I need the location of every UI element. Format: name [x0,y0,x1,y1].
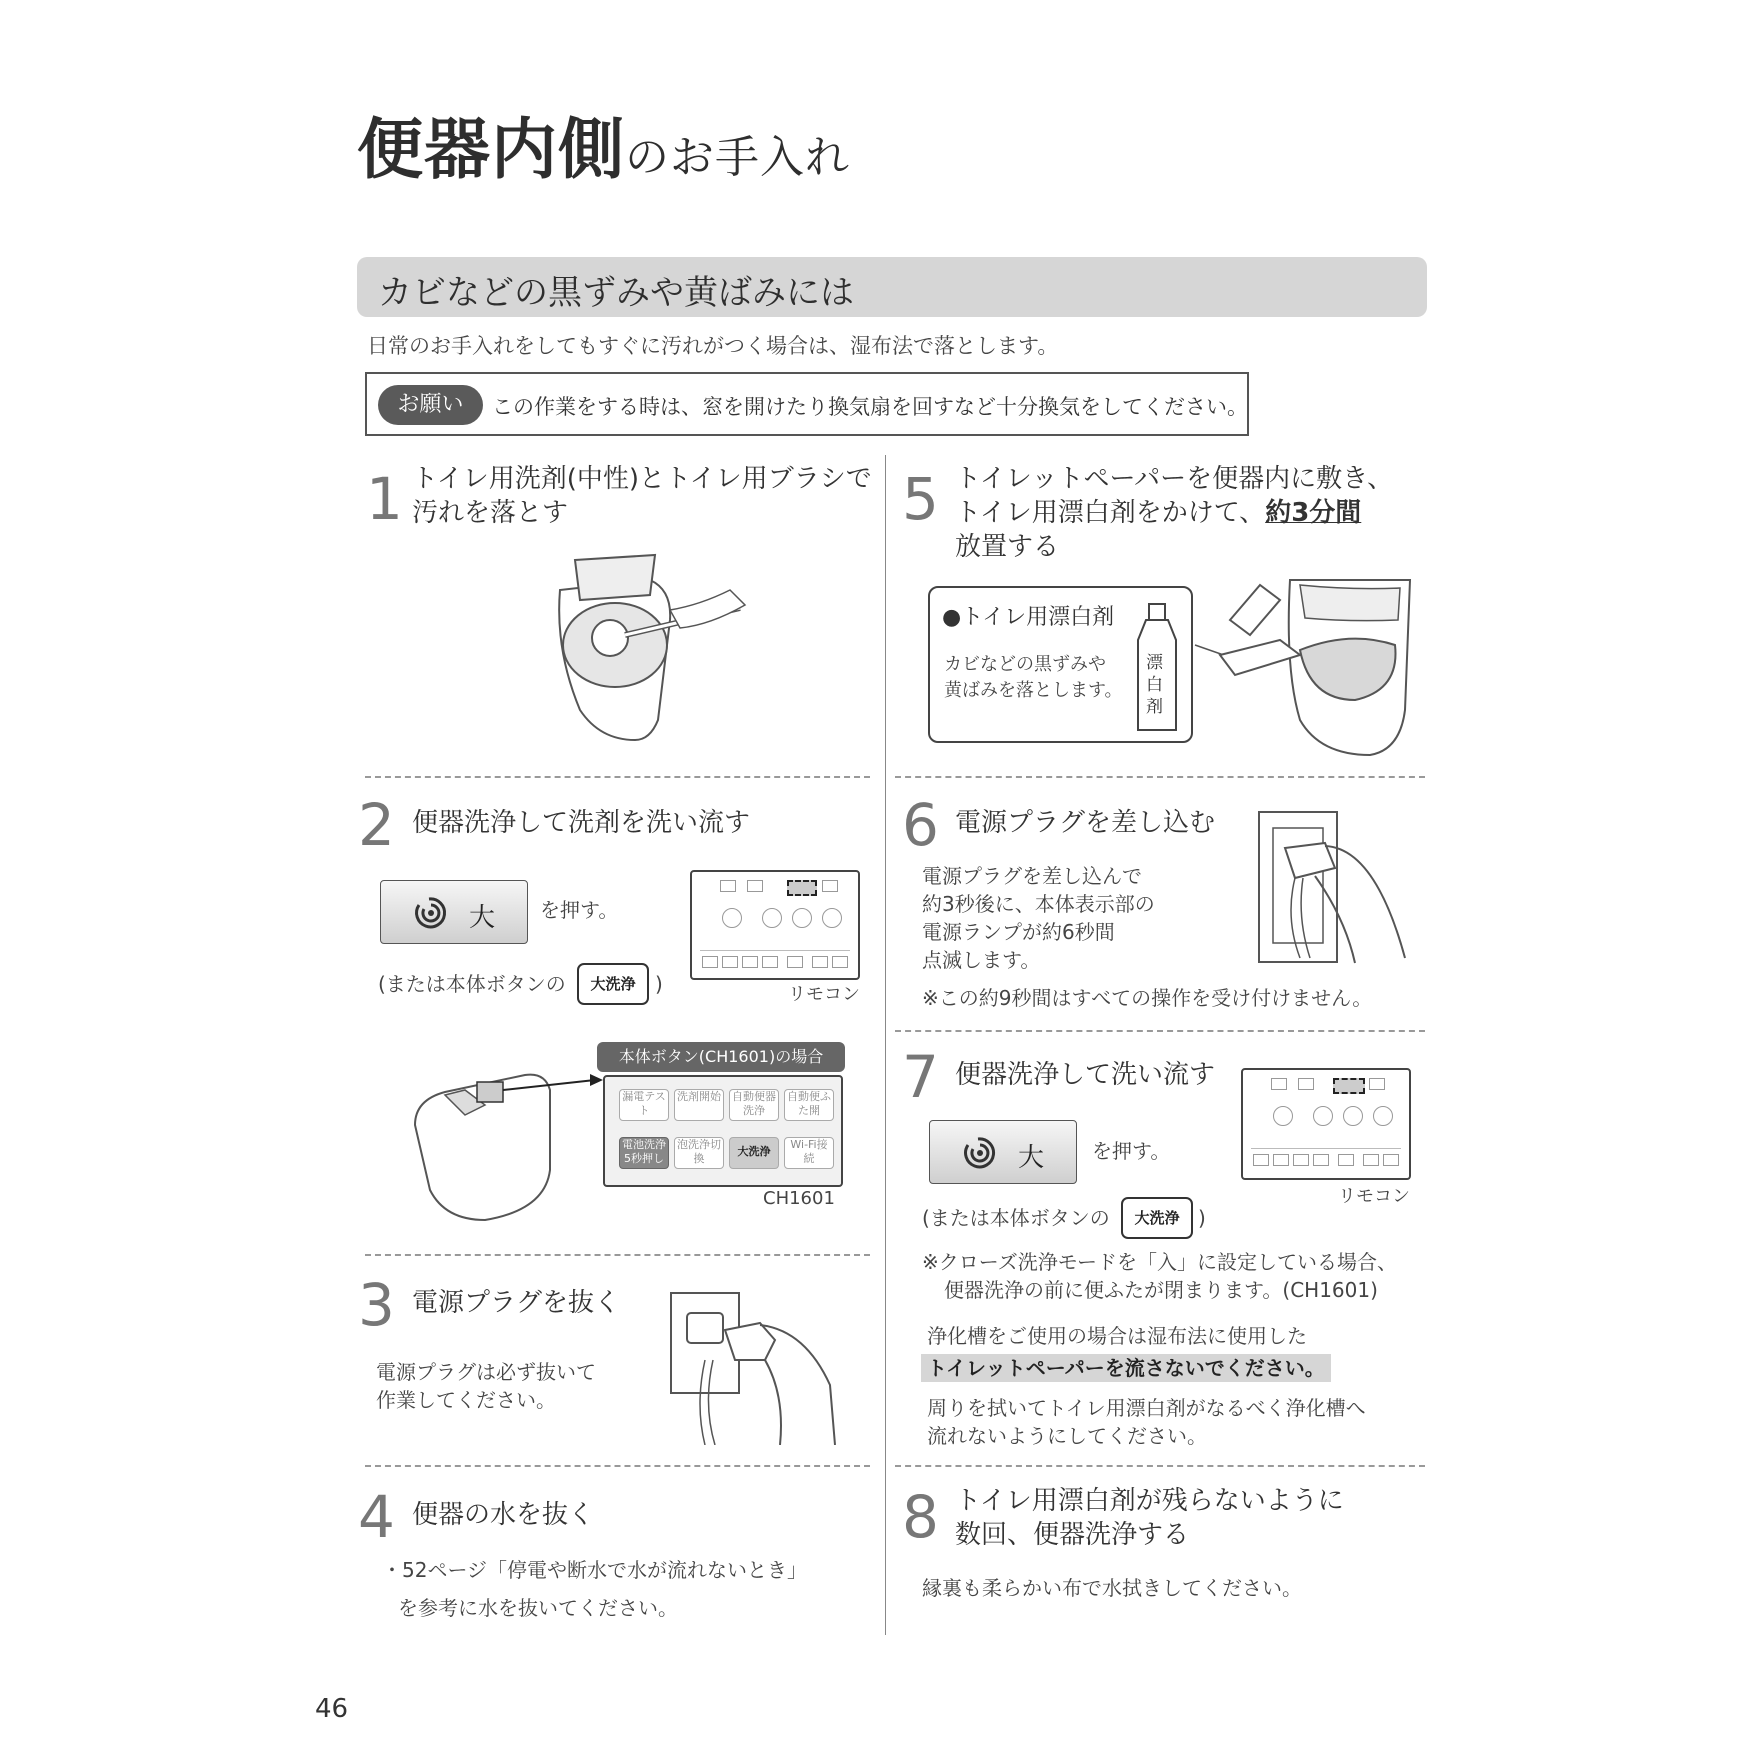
flush-large-label: 大 [469,903,496,933]
swirl-icon [960,1133,1000,1173]
step-title [955,496,1361,530]
step-body: 電源プラグは必ず抜いて [376,1360,596,1384]
step-title: 便器の水を抜く [412,1500,595,1530]
step-number: 2 [358,791,395,859]
flush-large-button[interactable] [929,1120,1077,1184]
step-body: を参考に水を抜いてください。 [398,1596,678,1620]
panel-key: 泡洗浄切換 [674,1137,724,1169]
divider [895,1465,1425,1467]
toilet-bleach-illustration [1190,560,1415,760]
bleach-box-body: カビなどの黒ずみや [944,654,1106,675]
panel-key: 大洗浄 [729,1137,779,1169]
step-number: 5 [902,465,939,533]
unplug-illustration [665,1285,845,1445]
step-title: 電源プラグを抜く [412,1288,621,1318]
step-number: 6 [902,791,939,859]
remote-caption: リモコン [1338,1186,1410,1207]
divider [895,1030,1425,1032]
step-body: 電源ランプが約6秒間 [922,920,1115,944]
step-title: 便器洗浄して洗い流す [955,1060,1216,1090]
step-number: 7 [902,1043,939,1111]
step-title: 数回、便器洗浄する [955,1520,1190,1550]
bleach-box-title: ●トイレ用漂白剤 [942,605,1115,630]
title-main: 便器内側 [357,111,625,188]
plug-in-illustration [1255,808,1415,968]
step-body: 電源プラグを差し込んで [922,864,1142,888]
step-title: 電源プラグを差し込む [955,808,1216,838]
panel-key: 自動便ふた開 [784,1089,834,1121]
page-number: 46 [315,1694,349,1724]
alt-text-prefix: (または本体ボタンの [922,1206,1110,1230]
body-button-tag: 本体ボタン(CH1601)の場合 [597,1042,845,1072]
step-number: 3 [358,1271,395,1339]
step-title: トイレ用洗剤(中性)とトイレ用ブラシで [412,464,872,494]
panel-key: 電池洗浄5秒押し [619,1137,669,1169]
step-title: 放置する [955,532,1060,562]
panel-key: Wi-Fi接続 [784,1137,834,1169]
step-note: ※クローズ洗浄モードを「入」に設定している場合、 [922,1250,1397,1274]
remote-caption: リモコン [788,984,860,1005]
divider [365,1254,870,1256]
step-warning [921,1354,1331,1382]
divider [365,776,870,778]
flush-large-button[interactable] [380,880,528,944]
toilet-brush-illustration [540,550,750,750]
step-title: 便器洗浄して洗剤を洗い流す [412,808,751,838]
panel-caption: CH1601 [763,1188,835,1209]
toilet-body-illustration [405,1060,605,1230]
bottle-label: 漂白剤 [1146,653,1163,717]
body-button-panel [603,1075,843,1187]
divider [365,1465,870,1467]
step-title-part: トイレ用漂白剤をかけて、 [955,498,1266,528]
step-body: ・52ページ「停電や断水で水が流れないとき」 [382,1558,808,1582]
step-body: 約3秒後に、本体表示部の [922,892,1155,916]
column-divider [885,455,886,1635]
divider [895,776,1425,778]
step-number: 8 [902,1483,939,1551]
notice-text: この作業をする時は、窓を開けたり換気扇を回すなど十分換気をしてください。 [492,395,1248,419]
panel-key: 漏電テスト [619,1089,669,1121]
alt-text-prefix: (または本体ボタンの [378,972,566,996]
intro-text: 日常のお手入れをしてもすぐに汚れがつく場合は、湿布法で落とします。 [367,334,1059,358]
alt-text-suffix: ) [1198,1206,1206,1230]
title-sub: のお手入れ [625,132,850,183]
step-body: 作業してください。 [376,1388,556,1412]
step-title-emphasis: 約3分間 [1265,498,1362,528]
step-title: トイレ用漂白剤が残らないように [955,1486,1344,1516]
step-body: 周りを拭いてトイレ用漂白剤がなるべく浄化槽へ [927,1396,1366,1420]
step-number: 1 [366,465,403,533]
body-button-large-flush[interactable]: 大洗浄 [577,963,649,1005]
step-note: 便器洗浄の前に便ふたが閉まります。(CH1601) [944,1278,1378,1302]
panel-key: 洗剤開始 [674,1089,724,1121]
step-body: 点滅します。 [922,948,1041,972]
swirl-icon [411,893,451,933]
bleach-box-body: 黄ばみを落とします。 [944,680,1123,701]
notice-badge: お願い [378,385,483,425]
remote-illustration [690,870,860,980]
remote-illustration [1241,1068,1411,1180]
page-title [357,96,850,191]
warning-highlight: トイレットペーパーを流さないでください。 [921,1354,1331,1382]
press-text: を押す。 [540,898,619,922]
step-note: ※この約9秒間はすべての操作を受け付けません。 [922,986,1373,1010]
step-body: 浄化槽をご使用の場合は湿布法に使用した [927,1324,1307,1348]
flush-large-label: 大 [1018,1143,1045,1173]
press-text: を押す。 [1092,1139,1171,1163]
step-body: 流れないようにしてください。 [927,1424,1207,1448]
step-title: 汚れを落とす [412,498,569,528]
panel-key: 自動便器洗浄 [729,1089,779,1121]
step-title: トイレットペーパーを便器内に敷き、 [955,464,1394,494]
section-heading: カビなどの黒ずみや黄ばみには [378,273,854,313]
step-number: 4 [358,1483,395,1551]
body-button-large-flush[interactable]: 大洗浄 [1121,1197,1193,1239]
step-body: 縁裏も柔らかい布で水拭きしてください。 [922,1576,1302,1600]
alt-text-suffix: ) [655,972,663,996]
